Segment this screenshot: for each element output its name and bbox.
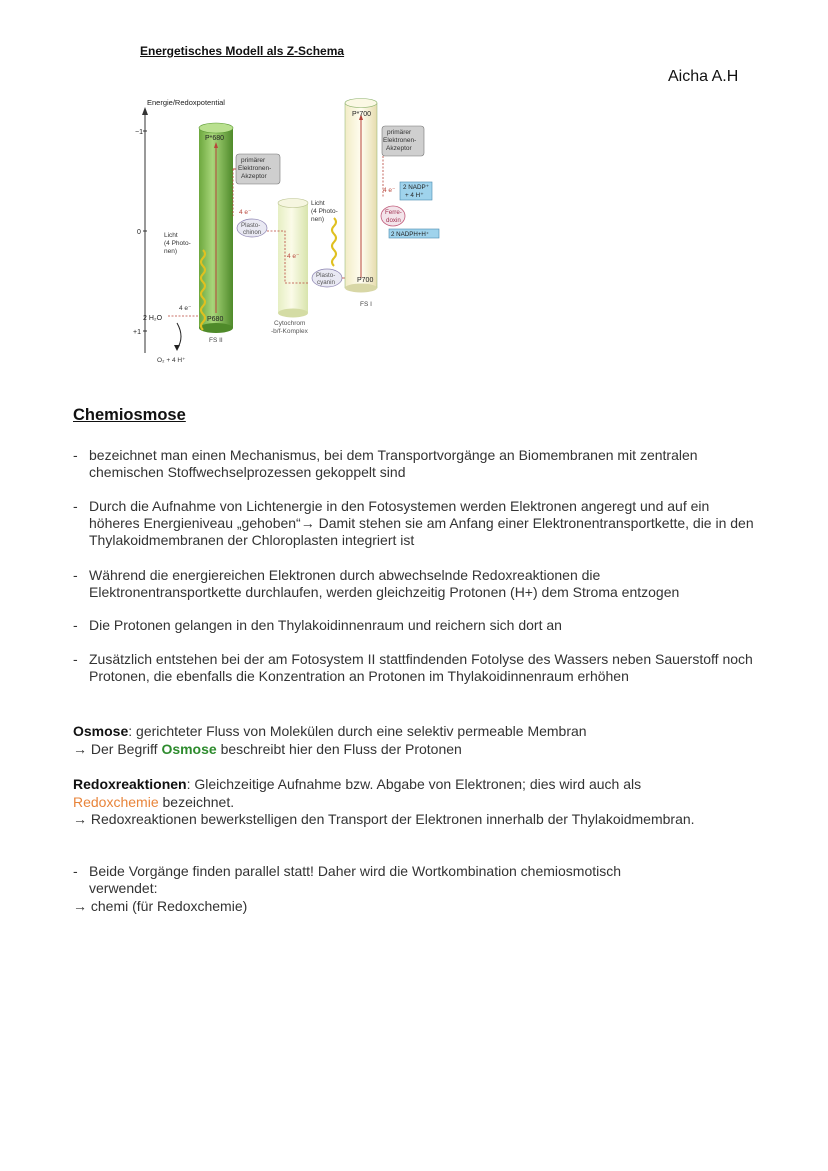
bullet-item [73,651,763,685]
osmose-highlight: Osmose [161,740,217,757]
fs2-cylinder-top [199,123,233,133]
plastocyanin-line: cyanin [317,279,335,286]
redox-highlight: Redoxchemie [73,793,159,810]
nadp-line: + 4 H⁺ [405,192,424,199]
bullet-item [73,447,763,481]
light-1-line: Licht [164,232,178,239]
redox-def-text: : Gleichzeitige Aufnahme bzw. Abgabe von Elektronen; dies wird auch als [186,776,642,792]
bullet-dash: - [73,617,78,633]
bullet-dash: - [73,447,78,463]
bullet-item [73,567,753,601]
bullet-text: Die Protonen gelangen in den Thylakoidinnenraum und reichern sich dort an [89,617,562,633]
fs1-label: FS I [360,301,372,308]
fs2-cylinder-bottom [199,323,233,333]
plastochinon-text [241,222,262,236]
redox-term: Redoxreaktionen [73,776,187,792]
plastocyanin-text [316,272,337,286]
osmose-definition [73,723,763,758]
bullet-dash: - [73,567,78,583]
cytochrom-line: -b/f-Komplex [271,328,308,335]
fs2-label: FS II [209,337,223,344]
ferredoxin-text [385,209,404,224]
osmose-arrow-text: beschreibt hier den Fluss der Protonen [216,740,462,757]
author-name: Aicha A.H [668,68,739,85]
redox-arrow-text: → Redoxreaktionen bewerkstelligen den Transport der Elektronen innerhalb der Thylakoidmembran. [73,811,695,827]
bullet-item [73,617,763,634]
p700-star-label: P*700 [352,111,372,118]
bullet-text: Während die energiereichen Elektronen durch abwechselnde Redoxreaktionen die Elektronentransportkette durchlaufen, werden gleichzeitig Protonen (H+) dem Stroma entzogen [89,567,680,600]
bullet-dash: - [73,863,78,879]
water-label: 2 H₂O [143,315,163,322]
osmose-arrow-text: → Der Begriff [73,740,162,757]
cytochrom-cylinder-bottom [278,309,308,318]
bullet-text: Zusätzlich entstehen bei der am Fotosystem II stattfindenden Fotolyse des Wassers neben Sauerstoff noch Protonen, die ebenfalls die Konzentration an Protonen im Thylakoidinnenraum erhöhen [89,651,753,684]
tick-plus1: +1 [133,329,141,336]
light-1-line: (4 Photo- [164,240,191,247]
light-2-line: nen) [311,216,325,223]
bullet-dash: - [73,651,78,667]
light-2-line: Licht [311,200,325,207]
y-axis-label: Energie/Redoxpotential [147,98,225,107]
primary-acceptor-1-line: Elektronen- [238,165,272,172]
p680-star-label: P*680 [205,135,225,142]
primary-acceptor-2-line: primärer [387,129,412,136]
osmose-def-text: : gerichteter Fluss von Molekülen durch eine selektiv permeable Membran [128,723,587,739]
primary-acceptor-1-line: primärer [241,157,266,164]
ferredoxin-line: doxin [386,217,401,224]
nadp-line: 2 NADP⁺ [403,184,430,191]
primary-acceptor-2-line: Akzeptor [386,145,412,152]
p680-label: P680 [207,316,224,323]
cytochrom-line: Cytochrom [274,320,306,327]
redox-def-end: bezeichnet. [158,793,235,810]
primary-acceptor-2-line: Elektronen- [383,137,417,144]
tick-0: 0 [137,229,141,236]
e4-b-label: 4 e⁻ [287,253,300,260]
e4-water-label: 4 e⁻ [179,305,192,312]
z-scheme-diagram [133,88,463,378]
osmose-term: Osmose [73,723,129,739]
e4-c-label: 4 e⁻ [383,187,396,194]
plastocyanin-line: Plasto- [316,272,336,279]
e4-a-label: 4 e⁻ [239,209,252,216]
light-1-line: nen) [164,248,178,255]
section-heading: Chemiosmose [73,406,186,424]
tick-minus1: −1 [135,129,143,136]
oxygen-label: O₂ + 4 H⁺ [157,357,186,364]
fs1-cylinder-top [345,99,377,108]
cytochrom-text [271,320,309,335]
plastochinon-line: chinon [243,229,262,236]
bullet-text: bezeichnet man einen Mechanismus, bei dem Transportvorgänge an Biomembranen mit zentralen chemischen Stoffwechselprozessen gekoppelt sind [89,447,698,480]
light-2-line: (4 Photo- [311,208,338,215]
bullet-text: Beide Vorgänge finden parallel statt! Daher wird die Wortkombination chemiosmotisch verwendet: [89,863,622,896]
bullet-item [73,498,763,549]
bullet-text: Durch die Aufnahme von Lichtenergie in den Fotosystemen werden Elektronen angeregt und auf ein höheres Energieniveau „gehoben“→ Damit stehen sie am Anfang einer Elektronentransportkette, die in den Thylakoidmembranen der Chloroplasten integriert ist [89,498,754,548]
ferredoxin-line: Ferre- [385,209,402,216]
p700-label: P700 [357,277,374,284]
page-title: Energetisches Modell als Z-Schema [140,44,345,58]
primary-acceptor-1-line: Akzeptor [241,173,267,180]
cytochrom-cylinder-top [278,199,308,208]
bullet-item [73,863,693,897]
fs1-cylinder-bottom [345,284,377,293]
plastochinon-line: Plasto- [241,222,261,229]
final-arrow: → chemi (für Redoxchemie) [73,898,248,914]
bullet-dash: - [73,498,78,514]
redox-definition [73,776,713,829]
nadph-label: 2 NADPH+H⁺ [391,231,430,238]
